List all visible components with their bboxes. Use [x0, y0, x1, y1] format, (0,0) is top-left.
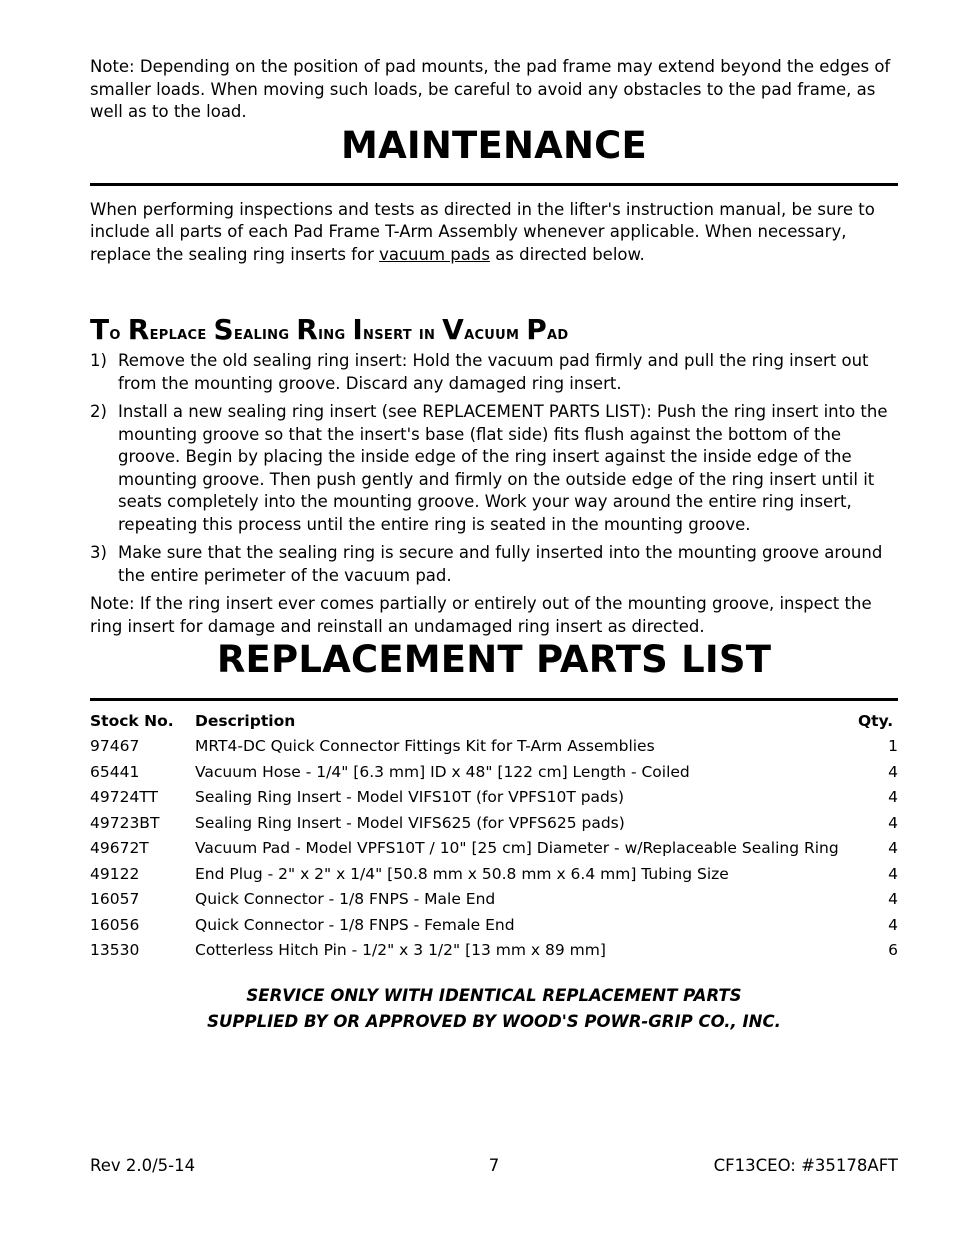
- intro-note: Note: Depending on the position of pad mounts, the pad frame may extend beyond the edges of smaller loads. When moving such loads, be careful to avoid any obstacles to the pad frame, as well as to the load.: [90, 57, 891, 121]
- step-number: 3): [90, 543, 107, 562]
- cell-qty: 4: [888, 864, 898, 883]
- service-notice: [90, 983, 898, 1035]
- cell-qty: 4: [888, 788, 898, 806]
- step-text: Remove the old sealing ring insert: Hold the vacuum pad firmly and pull the ring insert out from the mounting groove. Discard any damaged ring insert.: [118, 351, 869, 393]
- footer-doc-id: CF13CEO: #35178AFT: [713, 1156, 898, 1175]
- cell-stock-no: 65441: [90, 762, 140, 781]
- title-part-1: Replace: [127, 313, 214, 346]
- maintenance-body: [90, 199, 898, 267]
- table-row: [90, 941, 898, 967]
- cell-qty: 6: [888, 941, 898, 959]
- header-description: Description: [195, 712, 296, 730]
- cell-qty: 1: [888, 737, 898, 755]
- parts-list-rule: [90, 698, 898, 701]
- cell-description: Sealing Ring Insert - Model VIFS10T (for VPFS10T pads): [195, 788, 625, 806]
- title-part-6: Pad: [526, 313, 569, 346]
- cell-description: Cotterless Hitch Pin - 1/2" x 3 1/2" [13 mm x 89 mm]: [195, 941, 606, 959]
- cell-description: Sealing Ring Insert - Model VIFS625 (for VPFS625 pads): [195, 813, 625, 832]
- cell-qty: 4: [888, 890, 898, 908]
- table-row: [90, 839, 898, 865]
- ring-insert-note: Note: If the ring insert ever comes partially or entirely out of the mounting groove, inspect the ring insert for damage and reinstall an undamaged ring insert as directed.: [90, 594, 872, 636]
- cell-description: Vacuum Pad - Model VPFS10T / 10" [25 cm] Diameter - w/Replaceable Sealing Ring: [195, 839, 839, 857]
- cell-qty: 4: [888, 813, 898, 832]
- title-part-0: To: [90, 313, 128, 346]
- cell-qty: 4: [888, 839, 898, 857]
- cell-description: End Plug - 2" x 2" x 1/4" [50.8 mm x 50.8 mm x 6.4 mm] Tubing Size: [195, 864, 729, 883]
- parts-table-header: [90, 712, 898, 737]
- cell-stock-no: 16057: [90, 890, 140, 908]
- cell-stock-no: 49723BT: [90, 813, 160, 832]
- cell-qty: 4: [888, 762, 898, 781]
- maintenance-body-text: When performing inspections and tests as directed in the lifter's instruction manual, be sure to include all parts of each Pad Frame T-Arm Assembly whenever applicable. When necessary, replace the sealing ring inserts for: [90, 199, 875, 264]
- cell-qty: 4: [888, 915, 898, 934]
- cell-description: Quick Connector - 1/8 FNPS - Male End: [195, 890, 496, 908]
- cell-description: MRT4-DC Quick Connector Fittings Kit for T-Arm Assemblies: [195, 737, 655, 755]
- cell-stock-no: 49672T: [90, 839, 149, 857]
- service-line-1: SERVICE ONLY WITH IDENTICAL REPLACEMENT PARTS: [246, 985, 742, 1005]
- service-line-2: SUPPLIED BY OR APPROVED BY WOOD'S POWR-GRIP CO., INC.: [207, 1011, 781, 1031]
- page-footer: [90, 1156, 898, 1180]
- parts-list-title: REPLACEMENT PARTS LIST: [216, 638, 772, 681]
- replace-steps: [90, 350, 898, 587]
- step-item: [90, 542, 898, 587]
- maintenance-title: MAINTENANCE: [341, 123, 647, 167]
- footer-revision: Rev 2.0/5-14: [90, 1156, 196, 1175]
- table-row: [90, 763, 898, 789]
- step-number: 2): [90, 402, 107, 421]
- parts-table: [90, 712, 898, 967]
- table-row: [90, 865, 898, 891]
- table-row: [90, 788, 898, 814]
- step-text: Make sure that the sealing ring is secure and fully inserted into the mounting groove around the entire perimeter of the vacuum pad.: [118, 543, 883, 585]
- cell-stock-no: 13530: [90, 941, 140, 959]
- step-item: [90, 401, 898, 536]
- table-row: [90, 737, 898, 763]
- step-item: [90, 350, 898, 395]
- table-row: [90, 890, 898, 916]
- title-part-4: Insert in: [352, 313, 443, 346]
- cell-description: Vacuum Hose - 1/4" [6.3 mm] ID x 48" [122 cm] Length - Coiled: [195, 762, 690, 781]
- footer-page-number: 7: [488, 1156, 500, 1175]
- title-part-3: Ring: [296, 313, 353, 346]
- step-number: 1): [90, 351, 107, 370]
- cell-description: Quick Connector - 1/8 FNPS - Female End: [195, 915, 515, 934]
- replace-insert-title: [90, 313, 898, 346]
- cell-stock-no: 97467: [90, 737, 140, 755]
- cell-stock-no: 49724TT: [90, 788, 158, 806]
- cell-stock-no: 16056: [90, 915, 140, 934]
- document-page: [90, 56, 898, 1035]
- table-row: [90, 916, 898, 942]
- header-qty: Qty.: [858, 712, 894, 730]
- cell-stock-no: 49122: [90, 864, 140, 883]
- title-part-5: Vacuum: [442, 313, 527, 346]
- title-part-2: Sealing: [213, 313, 297, 346]
- maintenance-body-tail: as directed below.: [489, 244, 645, 264]
- maintenance-rule: [90, 183, 898, 186]
- table-row: [90, 814, 898, 840]
- step-text: Install a new sealing ring insert (see REPLACEMENT PARTS LIST): Push the ring insert into the mounting groove so that the insert's base (flat side) fits flush against the bottom of the groove. Begin by placing the inside edge of the ring insert against the inside edge of the mounting groove. Then push gently and firmly on the outside edge of the ring insert until it seats completely into the mounting groove. Work your way around the entire ring insert, repeating this process until the entire ring is seated in the mounting groove.: [118, 402, 888, 534]
- header-stock-no: Stock No.: [90, 712, 174, 730]
- vacuum-pads-link[interactable]: vacuum pads: [379, 244, 490, 264]
- parts-table-body: [90, 737, 898, 967]
